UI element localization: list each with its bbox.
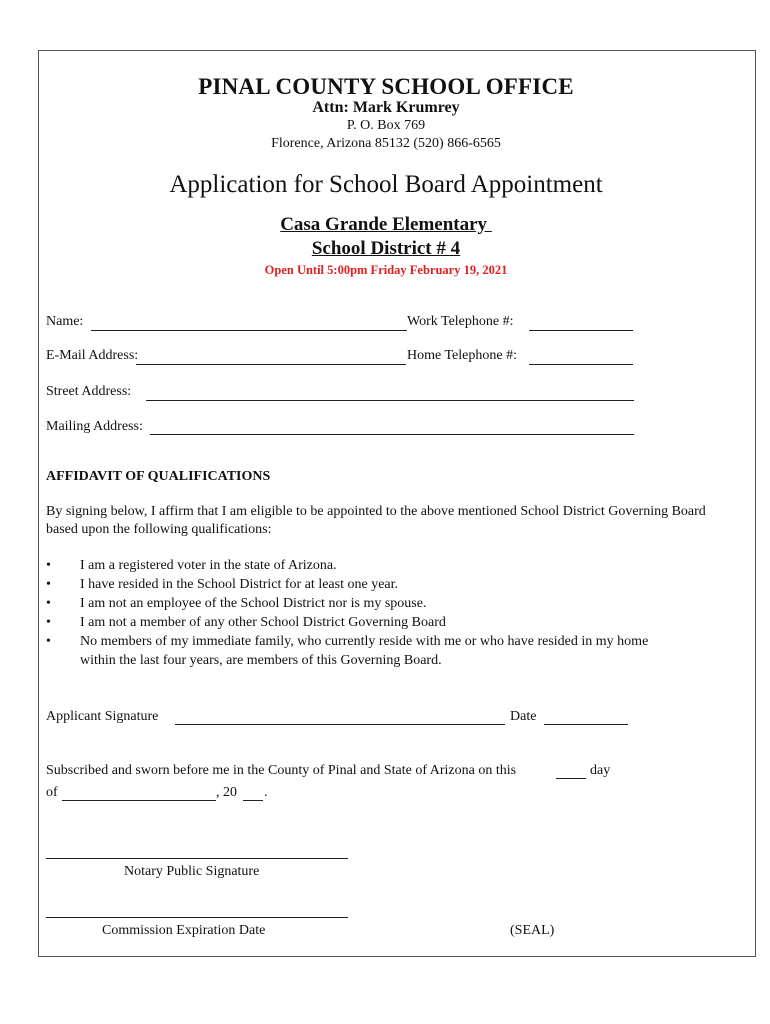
city-phone: Florence, Arizona 85132 (520) 866-6565: [271, 136, 501, 151]
mailing-field[interactable]: [150, 434, 634, 435]
bullet-1: •: [46, 558, 51, 573]
name-field[interactable]: [91, 330, 407, 331]
year-field[interactable]: [243, 800, 263, 801]
bullet-5: •: [46, 634, 51, 649]
sworn-statement: Subscribed and sworn before me in the County of Pinal and State of Arizona on this: [46, 763, 517, 778]
attn-line: Attn: Mark Krumrey: [312, 99, 460, 116]
district-line-2: School District # 4: [311, 238, 461, 259]
year-prefix: , 20: [216, 785, 237, 800]
day-label: day: [590, 763, 611, 778]
commission-expiration-field[interactable]: [46, 917, 348, 918]
day-field[interactable]: [556, 778, 586, 779]
home-phone-label: Home Telephone #:: [407, 348, 517, 363]
qualification-2: I have resided in the School District for at least one year.: [80, 577, 399, 592]
email-field[interactable]: [136, 364, 406, 365]
year-suffix: .: [264, 785, 268, 800]
bullet-3: •: [46, 596, 51, 611]
work-phone-field[interactable]: [529, 330, 633, 331]
name-label: Name:: [46, 314, 84, 329]
street-label: Street Address:: [46, 384, 132, 399]
deadline-notice: Open Until 5:00pm Friday February 19, 2021: [264, 263, 508, 277]
notary-signature-field[interactable]: [46, 858, 348, 859]
qualification-5-continued: within the last four years, are members of this Governing Board.: [80, 653, 442, 668]
page-title: Application for School Board Appointment: [169, 171, 603, 198]
date-label: Date: [510, 709, 537, 724]
mailing-label: Mailing Address:: [46, 419, 143, 434]
work-phone-label: Work Telephone #:: [407, 314, 514, 329]
district-line-1: Casa Grande Elementary: [280, 214, 492, 235]
of-label: of: [46, 785, 58, 800]
email-label: E-Mail Address:: [46, 348, 139, 363]
street-field[interactable]: [146, 400, 634, 401]
affidavit-intro: By signing below, I affirm that I am eligible to be appointed to the above mentioned School District Governing Board based upon the following qualifications:: [46, 504, 706, 537]
month-field[interactable]: [62, 800, 216, 801]
commission-expiration-label: Commission Expiration Date: [102, 923, 266, 938]
seal-label: (SEAL): [510, 923, 555, 938]
qualification-1: I am a registered voter in the state of Arizona.: [80, 558, 337, 573]
applicant-signature-label: Applicant Signature: [46, 709, 159, 724]
bullet-4: •: [46, 615, 51, 630]
date-field[interactable]: [544, 724, 628, 725]
qualification-5: No members of my immediate family, who currently reside with me or who have resided in my home: [80, 634, 649, 649]
home-phone-field[interactable]: [529, 364, 633, 365]
affidavit-heading: AFFIDAVIT OF QUALIFICATIONS: [46, 469, 271, 484]
applicant-signature-field[interactable]: [175, 724, 505, 725]
office-title: PINAL COUNTY SCHOOL OFFICE: [198, 74, 574, 99]
notary-signature-label: Notary Public Signature: [124, 864, 260, 879]
qualification-3: I am not an employee of the School District nor is my spouse.: [80, 596, 427, 611]
po-box: P. O. Box 769: [346, 118, 426, 133]
qualification-4: I am not a member of any other School District Governing Board: [80, 615, 446, 630]
bullet-2: •: [46, 577, 51, 592]
